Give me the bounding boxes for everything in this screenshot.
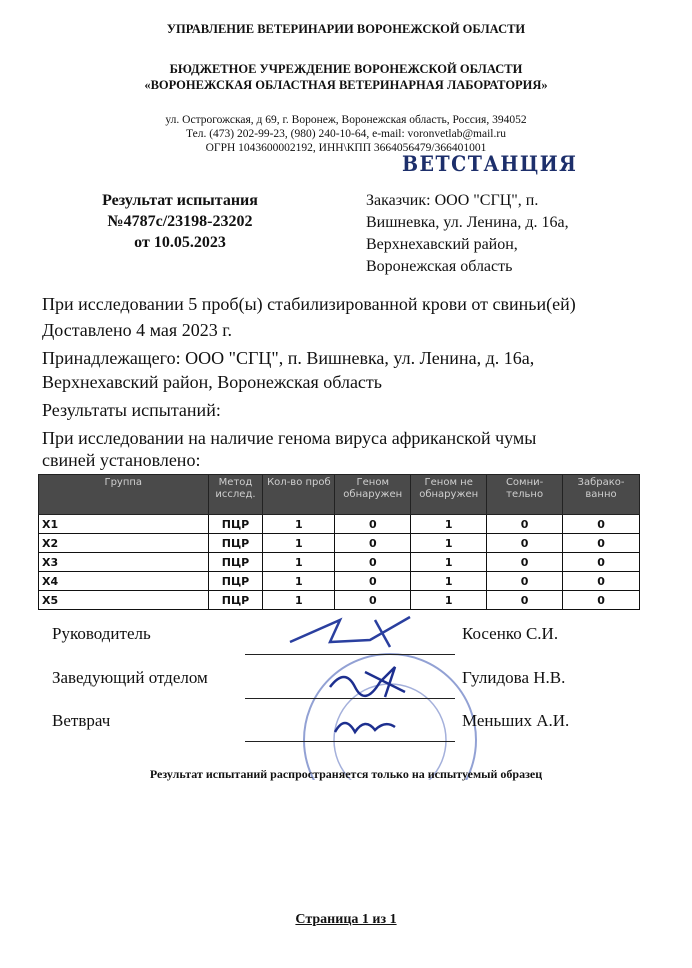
official-seal-stamp	[290, 640, 490, 780]
table-cell: 0	[487, 515, 563, 534]
results-table	[38, 474, 640, 610]
department-header: УПРАВЛЕНИЕ ВЕТЕРИНАРИИ ВОРОНЕЖСКОЙ ОБЛАСТИ	[166, 22, 526, 36]
column-header-line: Метод	[218, 477, 253, 488]
findings-line: При исследовании на наличие генома вируса африканской чумы	[42, 428, 537, 448]
column-header	[411, 475, 487, 515]
column-header-line: обнаружен	[419, 489, 479, 500]
findings-line: свиней установлено:	[42, 450, 201, 470]
table-cell: 0	[487, 534, 563, 553]
table-cell: 1	[263, 572, 335, 591]
column-header	[563, 475, 640, 515]
signature-role: Заведующий отделом	[52, 668, 208, 687]
result-number: №4787с/23198-23202	[107, 213, 253, 230]
table-row	[39, 553, 640, 572]
table-cell: 1	[263, 534, 335, 553]
signature-line	[245, 698, 455, 699]
column-header	[39, 475, 209, 515]
column-header	[335, 475, 411, 515]
result-title	[60, 190, 300, 253]
result-label: Результат испытания	[102, 192, 258, 209]
owner-line: Принадлежащего: ООО "СГЦ", п. Вишневка, ул. Ленина, д. 16а,	[42, 348, 535, 368]
contacts: Тел. (473) 202-99-23, (980) 240-10-64, e-mail: voronvetlab@mail.ru	[186, 128, 506, 140]
table-cell: 1	[263, 553, 335, 572]
registration-ids: ОГРН 1043600002192, ИНН\КПП 3664056479/366401001	[205, 142, 487, 154]
table-cell: X1	[39, 515, 209, 534]
table-cell: 0	[335, 515, 411, 534]
table-cell: 0	[335, 534, 411, 553]
table-cell: 0	[335, 591, 411, 610]
column-header-line: Геном не	[424, 477, 473, 488]
results-heading: Результаты испытаний:	[42, 400, 221, 420]
table-cell: X4	[39, 572, 209, 591]
organization-name	[0, 61, 692, 93]
table-cell: X3	[39, 553, 209, 572]
signature-director	[280, 612, 420, 652]
page-number: Страница 1 из 1	[295, 912, 397, 927]
signature-name: Косенко С.И.	[462, 624, 559, 643]
customer-line: Верхнехавский район,	[366, 236, 518, 253]
table-cell: 1	[263, 515, 335, 534]
table-body	[39, 515, 640, 610]
table-row	[39, 534, 640, 553]
table-cell: 0	[563, 515, 640, 534]
column-header-line: исслед.	[215, 489, 256, 500]
result-date: от 10.05.2023	[134, 234, 226, 251]
customer-line: Вишневка, ул. Ленина, д. 16а,	[366, 214, 569, 231]
samples-text: При исследовании 5 проб(ы) стабилизированной крови от свиньи(ей)	[42, 294, 576, 314]
column-header	[263, 475, 335, 515]
owner-line: Верхнехавский район, Воронежская область	[42, 372, 382, 392]
table-cell: 0	[563, 534, 640, 553]
table-cell: 0	[563, 572, 640, 591]
table-cell: ПЦР	[208, 534, 263, 553]
column-header-line: ванно	[585, 489, 617, 500]
signature-head	[325, 662, 415, 702]
footer-note: Результат испытаний распространяется только на испытуемый образец	[149, 767, 543, 781]
customer-line: Заказчик: ООО "СГЦ", п.	[366, 192, 539, 209]
table-cell: 1	[411, 515, 487, 534]
table-cell: 1	[411, 572, 487, 591]
table-cell: 0	[487, 591, 563, 610]
customer-line: Воронежская область	[366, 258, 513, 275]
column-header-line: Группа	[104, 477, 143, 488]
table-cell: 1	[411, 534, 487, 553]
column-header-line: Кол-во проб	[267, 477, 331, 488]
owner-text	[42, 346, 652, 394]
table-cell: 0	[335, 553, 411, 572]
signature-role: Ветврач	[52, 711, 111, 730]
signature-line	[245, 741, 455, 742]
org-line: БЮДЖЕТНОЕ УЧРЕЖДЕНИЕ ВОРОНЕЖСКОЙ ОБЛАСТИ	[169, 62, 523, 76]
vetstation-stamp-mark: ВЕТСТАНЦИЯ	[402, 151, 578, 177]
contact-block	[0, 113, 692, 155]
table-row	[39, 591, 640, 610]
org-line: «ВОРОНЕЖСКАЯ ОБЛАСТНАЯ ВЕТЕРИНАРНАЯ ЛАБОРАТОРИЯ»	[144, 78, 548, 92]
signature-name: Меньших А.И.	[462, 711, 570, 730]
table-cell: 1	[411, 553, 487, 572]
table-cell: 1	[411, 591, 487, 610]
table-cell: 1	[263, 591, 335, 610]
signature-line	[245, 654, 455, 655]
column-header	[487, 475, 563, 515]
table-cell: 0	[563, 591, 640, 610]
column-header-line: обнаружен	[343, 489, 403, 500]
column-header	[208, 475, 263, 515]
table-cell: ПЦР	[208, 515, 263, 534]
delivery-text: Доставлено 4 мая 2023 г.	[42, 320, 233, 340]
address: ул. Острогожская, д 69, г. Воронеж, Воронежская область, Россия, 394052	[165, 114, 527, 126]
customer-block	[366, 190, 646, 278]
column-header-line: Сомни-	[505, 477, 544, 488]
table-cell: 0	[563, 553, 640, 572]
table-row	[39, 515, 640, 534]
table-cell: X2	[39, 534, 209, 553]
signature-vet	[330, 712, 400, 742]
column-header-line: тельно	[506, 489, 544, 500]
table-cell: ПЦР	[208, 553, 263, 572]
table-row	[39, 572, 640, 591]
signature-role: Руководитель	[52, 624, 151, 643]
table-cell: 0	[487, 572, 563, 591]
table-cell: 0	[487, 553, 563, 572]
table-header-row	[39, 475, 640, 515]
column-header-line: Геном	[356, 477, 389, 488]
column-header-line: Забрако-	[577, 477, 625, 488]
findings-text	[42, 426, 652, 470]
table-cell: X5	[39, 591, 209, 610]
table-cell: ПЦР	[208, 572, 263, 591]
table-cell: 0	[335, 572, 411, 591]
table-cell: ПЦР	[208, 591, 263, 610]
signature-name: Гулидова Н.В.	[462, 668, 566, 687]
